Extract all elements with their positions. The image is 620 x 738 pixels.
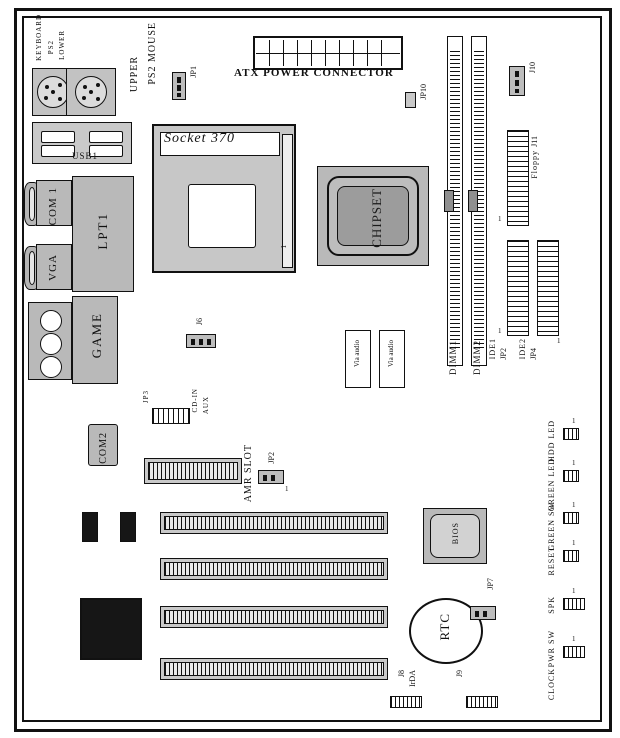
label-ps2-mouse: PS2 MOUSE (147, 22, 158, 85)
label-game: GAME (89, 312, 104, 359)
ps2-keyboard-port (37, 76, 69, 108)
label-ide2: IDE2 (518, 338, 527, 360)
cd-in-connector (152, 408, 190, 424)
jumper-jp1[interactable] (172, 72, 186, 100)
label-green-led: GREEN LED (547, 458, 556, 512)
label-jp4: JP4 (529, 348, 538, 360)
jumper-jp7[interactable] (470, 606, 496, 620)
label-socket370: Socket 370 (164, 131, 236, 146)
label-keyboard: KEYBOARD (35, 14, 43, 61)
hdd-led-header (563, 428, 579, 440)
irda-header-j8 (390, 696, 422, 708)
capacitor-1 (82, 512, 98, 542)
capacitor-2 (120, 512, 136, 542)
socket370-pad (188, 184, 256, 248)
ps2-mouse-port (75, 76, 107, 108)
jp2-pin1: 1 (285, 485, 289, 493)
label-floppy: Floppy (530, 150, 539, 179)
label-bios: BIOS (451, 522, 460, 545)
label-irda: IrDA (408, 670, 417, 687)
green-led-header (563, 470, 579, 482)
power-switch-header (563, 646, 585, 658)
ide1-pin1: 1 (498, 327, 502, 335)
label-j9: J9 (455, 670, 464, 678)
label-ide1: IDE1 (488, 338, 497, 360)
jumper-jp10[interactable] (405, 92, 416, 108)
spk-pin1: 1 (572, 587, 576, 595)
audio-jack-1 (40, 310, 62, 332)
j11-pin1: 1 (498, 215, 502, 223)
audio-jack-2 (40, 333, 62, 355)
ide2-connector (537, 240, 559, 336)
pci-slot-1 (160, 512, 388, 534)
label-lpt1: LPT1 (95, 212, 110, 250)
label-j11: J11 (530, 136, 539, 147)
label-via-audio-1: Via audio (353, 340, 361, 367)
floppy-connector-j11 (507, 130, 529, 226)
label-atx-power-connector: ATX POWER CONNECTOR (234, 67, 394, 79)
dimm2-latch (468, 190, 478, 212)
label-jp1: JP1 (189, 66, 198, 78)
audio-jack-3 (40, 356, 62, 378)
reset-pin1: 1 (572, 539, 576, 547)
label-j8: J8 (397, 670, 406, 678)
io-controller-chip (80, 598, 142, 660)
green-led-pin1: 1 (572, 459, 576, 467)
pwr-sw-pin1: 1 (572, 635, 576, 643)
label-vga: VGA (47, 254, 59, 281)
label-spk: SPK (547, 596, 556, 614)
label-lower: LOWER (58, 30, 66, 60)
label-com2: COM2 (98, 432, 109, 464)
green-sw-header (563, 512, 579, 524)
reset-header (563, 550, 579, 562)
label-j10: J10 (528, 62, 537, 74)
socket370-pin1: 1 (280, 245, 288, 249)
atx-power-connector (253, 36, 403, 70)
label-jp3: JP3 (142, 390, 150, 404)
amr-slot (144, 458, 242, 484)
label-jp2-ide: JP2 (499, 348, 508, 360)
label-ps2: PS2 (47, 40, 55, 55)
label-upper: UPPER (129, 56, 140, 93)
pci-slot-2 (160, 558, 388, 580)
label-j6: J6 (195, 318, 204, 326)
green-sw-pin1: 1 (572, 501, 576, 509)
label-cd-in: CD-IN (191, 388, 199, 413)
jumper-jp2[interactable] (258, 470, 284, 484)
label-dimm2: DIMM2 (472, 340, 482, 376)
label-com1: COM 1 (47, 187, 59, 226)
label-aux: AUX (202, 396, 210, 415)
hdd-led-pin1: 1 (572, 417, 576, 425)
label-pwr-sw: PWR SW (547, 630, 556, 668)
label-rtc: RTC (437, 613, 452, 641)
label-hdd-led: HDD LED (547, 420, 556, 462)
label-dimm1: DIMM1 (448, 340, 458, 376)
pci-slot-4 (160, 658, 388, 680)
connector-j10[interactable] (509, 66, 525, 96)
dimm1-latch (444, 190, 454, 212)
speaker-header (563, 598, 585, 610)
label-jp10: JP10 (419, 84, 428, 100)
connector-j6[interactable] (186, 334, 216, 348)
label-clock: CLOCK (547, 668, 556, 701)
ide1-connector (507, 240, 529, 336)
pci-slot-3 (160, 606, 388, 628)
label-reset: RESET (547, 546, 556, 576)
label-via-audio-2: Via audio (387, 340, 395, 367)
label-jp7: JP7 (486, 578, 495, 590)
label-green-sw: GREEN SW (547, 502, 556, 551)
ps2-mouse-port-block (66, 68, 116, 116)
label-usb1: USB1 (72, 151, 99, 161)
label-amr-slot: AMR SLOT (243, 444, 254, 503)
label-chipset: CHIPSET (369, 188, 384, 248)
ide2-pin1: 1 (557, 337, 561, 345)
label-jp2: JP2 (267, 452, 276, 464)
header-j9 (466, 696, 498, 708)
cpu-socket-370 (152, 124, 296, 273)
